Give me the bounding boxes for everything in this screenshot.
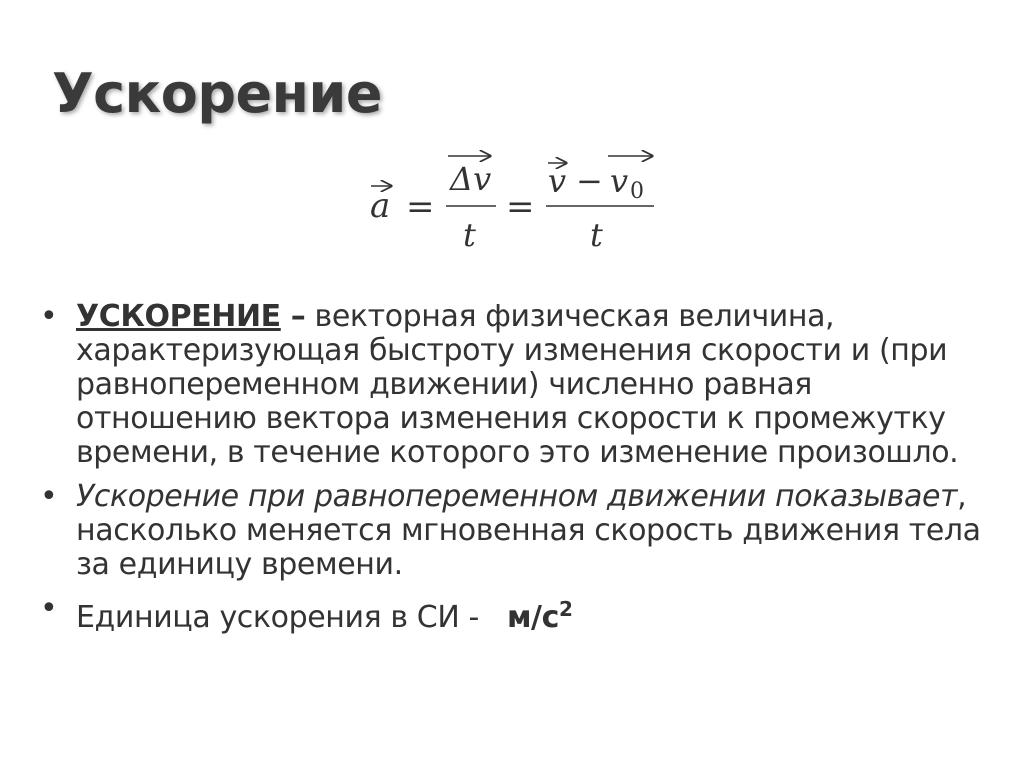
bullet-definition bbox=[38, 300, 998, 470]
unit-label: Единица ускорения в СИ - bbox=[76, 600, 479, 635]
slide-title: Ускорение bbox=[52, 62, 382, 125]
fraction-1-numerator: Δv bbox=[450, 160, 492, 198]
bullet-list bbox=[38, 300, 998, 645]
formula-equals-2: = bbox=[506, 187, 535, 227]
formula-lhs: a bbox=[370, 186, 391, 226]
term-acceleration: УСКОРЕНИЕ bbox=[76, 299, 281, 334]
si-unit-base: м/с bbox=[506, 600, 559, 635]
bullet-unit bbox=[38, 592, 998, 635]
definition-text: векторная физическая величина, характеризующая быстроту изменения скорости и (при равнопеременном движении) численно равная отношению вектора изменения скорости к промежутку времени, в течение которого это изменение произошло. bbox=[76, 299, 959, 470]
fraction-1-denominator: t bbox=[463, 216, 476, 254]
bullet-dot: • bbox=[40, 479, 58, 514]
fraction-2-v: v bbox=[548, 162, 567, 200]
fraction-2-v0: v bbox=[610, 162, 629, 200]
meaning-text: , насколько меняется мгновенная скорость движения тела за единицу времени. bbox=[76, 479, 981, 582]
bullet-meaning bbox=[38, 480, 998, 582]
fraction-2-subscript: 0 bbox=[630, 179, 644, 204]
si-unit-exponent: 2 bbox=[559, 597, 573, 621]
si-unit bbox=[506, 597, 573, 635]
bullet-dot: • bbox=[40, 299, 58, 334]
term-dash: – bbox=[280, 299, 306, 334]
meaning-italic-text: Ускорение при равнопеременном движении показывает bbox=[76, 479, 958, 514]
acceleration-formula bbox=[362, 136, 662, 266]
fraction-2-denominator: t bbox=[590, 216, 603, 254]
formula-equals-1: = bbox=[406, 187, 435, 227]
bullet-dot: • bbox=[40, 591, 58, 626]
fraction-2-minus: − bbox=[576, 162, 603, 200]
